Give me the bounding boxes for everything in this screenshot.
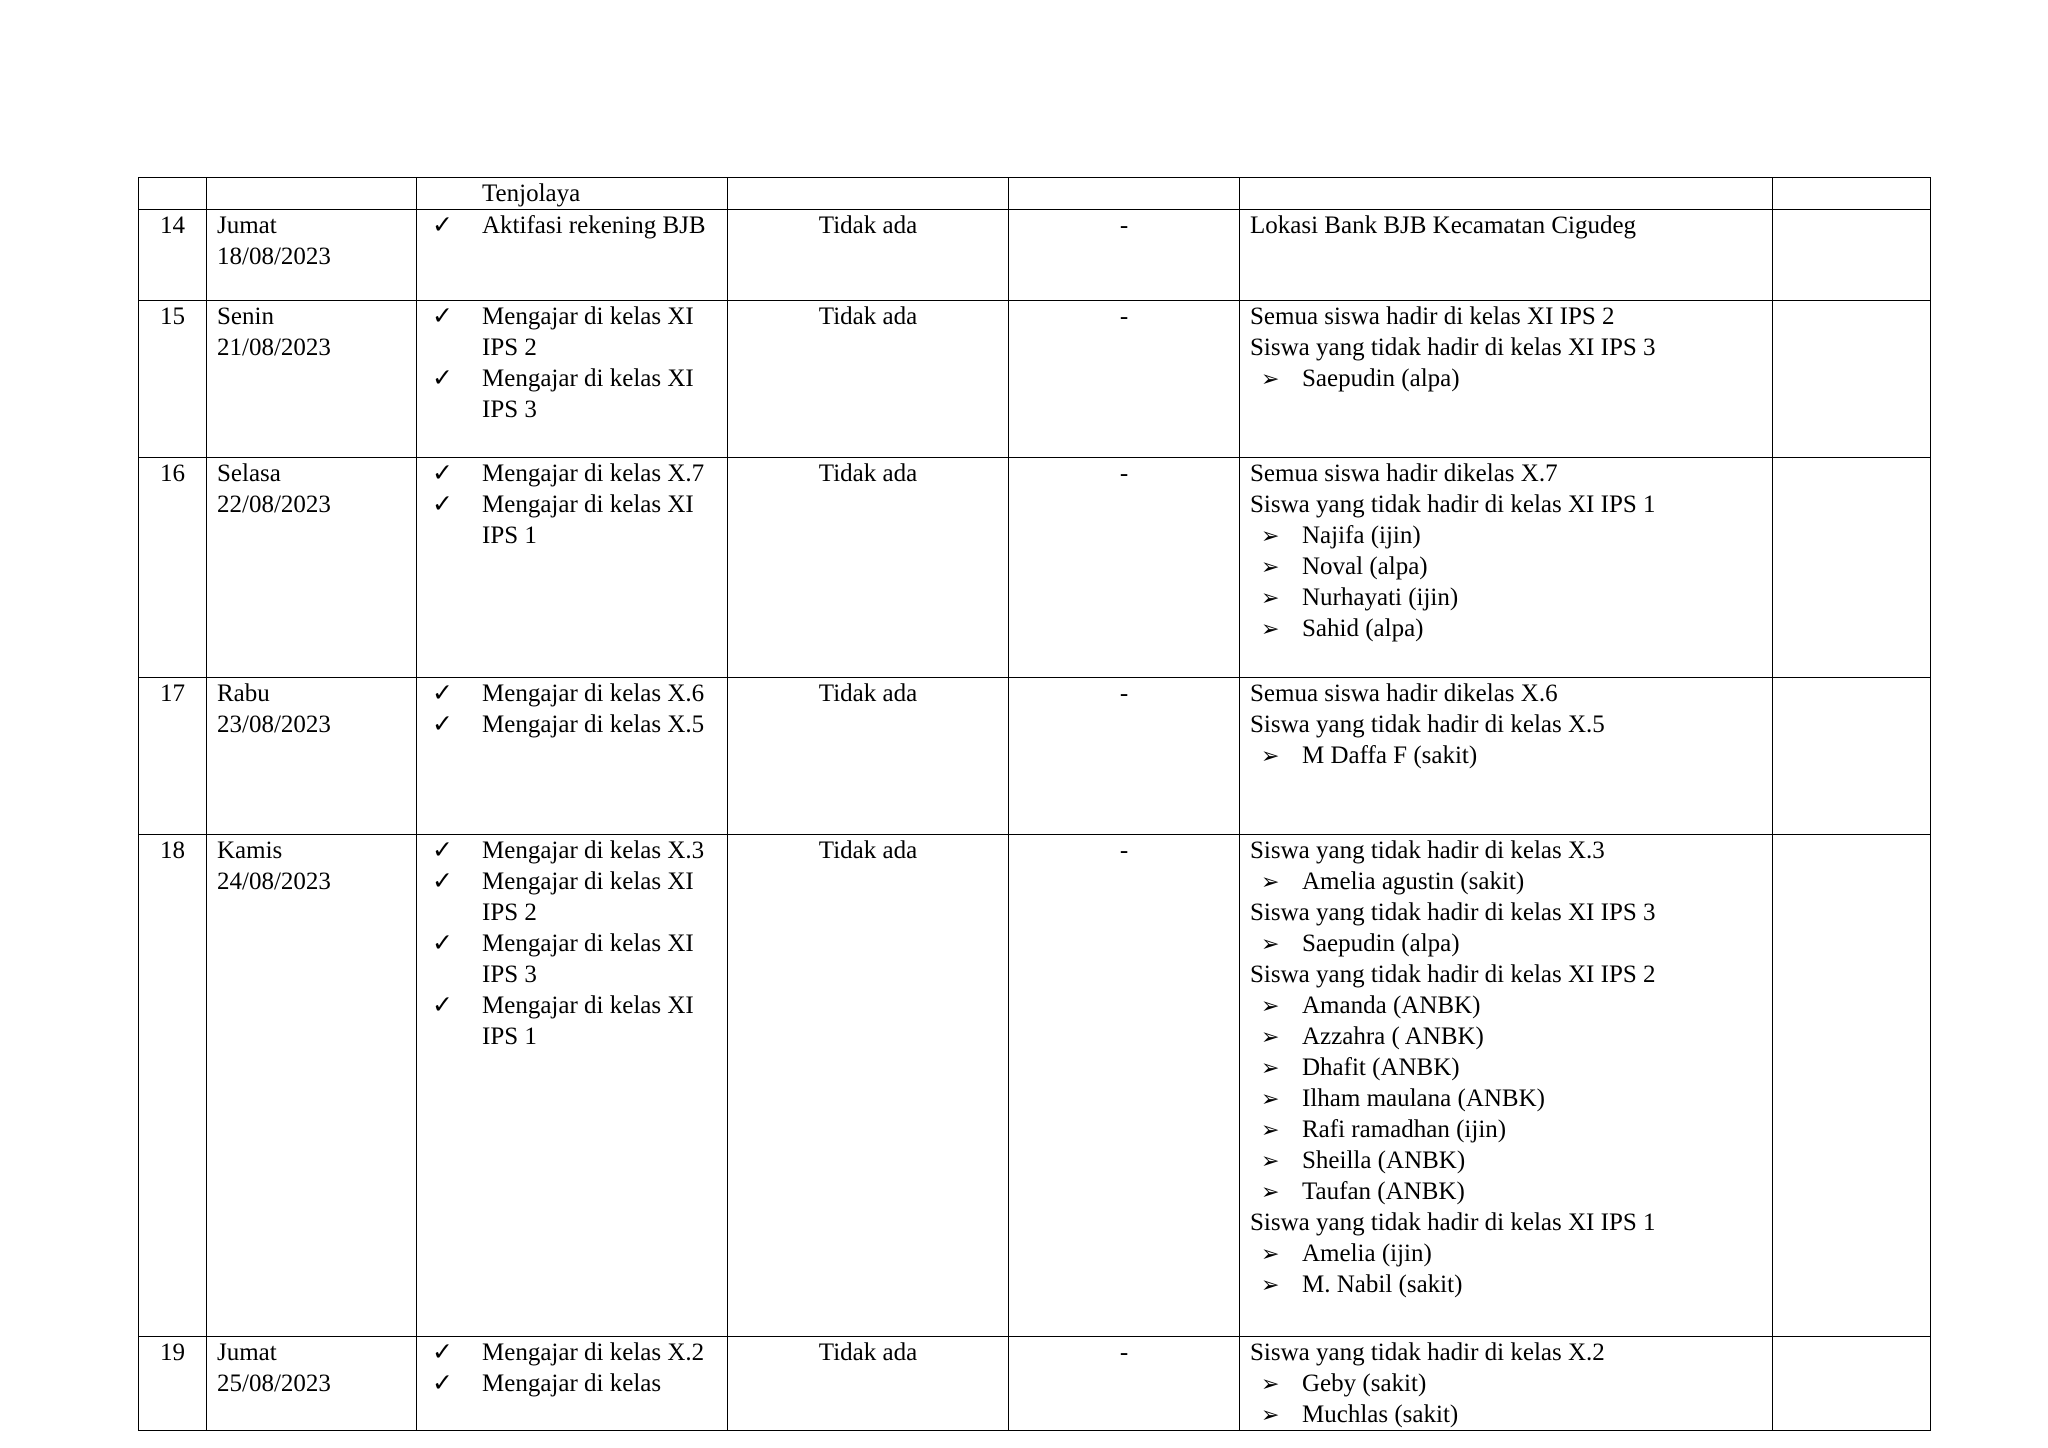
- absent-student-item: [1250, 1083, 1762, 1114]
- cell-activity: [417, 210, 728, 301]
- cell-ket: [1773, 178, 1931, 210]
- note-paragraph: Siswa yang tidak hadir di kelas X.2: [1250, 1339, 1605, 1366]
- absent-student-item: [1250, 1238, 1762, 1269]
- date: 23/08/2023: [217, 711, 331, 738]
- activity-text: Mengajar di kelas: [482, 1370, 662, 1397]
- student-text: Ilham maulana (ANBK): [1302, 1085, 1545, 1112]
- day-name: Selasa: [217, 460, 281, 487]
- activity-list: [427, 678, 717, 740]
- row-number: 19: [139, 1337, 207, 1431]
- cell-ket: [1773, 210, 1931, 301]
- notes-list: [1250, 678, 1762, 771]
- cell-activity: [417, 301, 728, 458]
- cell-solusi: -: [1009, 835, 1240, 1337]
- notes-list: [1250, 1337, 1762, 1430]
- cell-day: [207, 178, 417, 210]
- activity-text: Mengajar di kelas XI IPS 3: [482, 365, 694, 423]
- cell-activity: [417, 1337, 728, 1431]
- arrow-bullet-icon: ➢: [1261, 1371, 1280, 1396]
- row-number: 17: [139, 678, 207, 835]
- cell-hambatan: Tidak ada: [728, 458, 1009, 678]
- student-text: M Daffa F (sakit): [1302, 742, 1478, 769]
- absent-student-item: [1250, 1399, 1762, 1430]
- student-text: Sahid (alpa): [1302, 615, 1424, 642]
- student-text: Saepudin (alpa): [1302, 930, 1460, 957]
- checkmark-icon: ✓: [432, 837, 453, 864]
- table-row: [139, 210, 1931, 301]
- row-number: 15: [139, 301, 207, 458]
- activity-text: Mengajar di kelas X.2: [482, 1339, 705, 1366]
- table-row: [139, 458, 1931, 678]
- absent-student-item: [1250, 990, 1762, 1021]
- cell-day: [207, 1337, 417, 1431]
- cell-activity: [417, 835, 728, 1337]
- note-paragraph: Siswa yang tidak hadir di kelas X.5: [1250, 711, 1605, 738]
- arrow-bullet-icon: ➢: [1261, 366, 1280, 391]
- activity-text: Mengajar di kelas XI IPS 1: [482, 491, 694, 549]
- activity-list: [427, 210, 717, 241]
- arrow-bullet-icon: ➢: [1261, 1241, 1280, 1266]
- cell-hambatan: [728, 178, 1009, 210]
- cell-notes: [1240, 458, 1773, 678]
- date: 25/08/2023: [217, 1370, 331, 1397]
- cell-day: [207, 835, 417, 1337]
- table-row: [139, 1337, 1931, 1431]
- student-text: Amelia agustin (sakit): [1302, 868, 1525, 895]
- activity-text: Mengajar di kelas X.7: [482, 460, 705, 487]
- activity-text: Mengajar di kelas XI IPS 3: [482, 930, 694, 988]
- activity-text: Mengajar di kelas XI IPS 2: [482, 868, 694, 926]
- note-paragraph: Siswa yang tidak hadir di kelas XI IPS 2: [1250, 961, 1656, 988]
- activity-item: [427, 835, 717, 866]
- day-name: Jumat: [217, 1339, 277, 1366]
- activity-text: Mengajar di kelas X.5: [482, 711, 705, 738]
- checkmark-icon: ✓: [432, 1370, 453, 1397]
- date: 24/08/2023: [217, 868, 331, 895]
- student-text: Sheilla (ANBK): [1302, 1147, 1466, 1174]
- activity-text: Aktifasi rekening BJB: [482, 212, 706, 239]
- note-paragraph: Semua siswa hadir dikelas X.7: [1250, 460, 1558, 487]
- cell-hambatan: Tidak ada: [728, 301, 1009, 458]
- activity-text: Mengajar di kelas XI IPS 2: [482, 303, 694, 361]
- absent-student-item: [1250, 1269, 1762, 1300]
- arrow-bullet-icon: ➢: [1261, 1402, 1280, 1427]
- student-text: Geby (sakit): [1302, 1370, 1427, 1397]
- notes-list: [1250, 835, 1762, 1300]
- absent-student-item: [1250, 1176, 1762, 1207]
- student-text: Taufan (ANBK): [1302, 1178, 1465, 1205]
- absent-student-item: [1250, 520, 1762, 551]
- student-text: Saepudin (alpa): [1302, 365, 1460, 392]
- absent-student-item: [1250, 1052, 1762, 1083]
- student-text: Rafi ramadhan (ijin): [1302, 1116, 1507, 1143]
- absent-student-item: [1250, 1368, 1762, 1399]
- cell-solusi: -: [1009, 458, 1240, 678]
- cell-notes: [1240, 210, 1773, 301]
- arrow-bullet-icon: ➢: [1261, 1024, 1280, 1049]
- arrow-bullet-icon: ➢: [1261, 1086, 1280, 1111]
- note-paragraph: Siswa yang tidak hadir di kelas XI IPS 3: [1250, 334, 1656, 361]
- cell-solusi: -: [1009, 301, 1240, 458]
- date: 22/08/2023: [217, 491, 331, 518]
- activity-item: [427, 709, 717, 740]
- notes-list: [1250, 458, 1762, 644]
- activity-item: [427, 990, 717, 1052]
- note-paragraph: Siswa yang tidak hadir di kelas X.3: [1250, 837, 1605, 864]
- student-text: Dhafit (ANBK): [1302, 1054, 1460, 1081]
- notes-list: [1250, 301, 1762, 394]
- cell-activity: [417, 458, 728, 678]
- arrow-bullet-icon: ➢: [1261, 554, 1280, 579]
- cell-day: [207, 458, 417, 678]
- checkmark-icon: ✓: [432, 365, 453, 392]
- row-number: 16: [139, 458, 207, 678]
- note-paragraph: Semua siswa hadir dikelas X.6: [1250, 680, 1558, 707]
- cell-solusi: -: [1009, 210, 1240, 301]
- checkmark-icon: ✓: [432, 680, 453, 707]
- arrow-bullet-icon: ➢: [1261, 1179, 1280, 1204]
- arrow-bullet-icon: ➢: [1261, 1055, 1280, 1080]
- absent-student-item: [1250, 1021, 1762, 1052]
- cell-day: [207, 678, 417, 835]
- activity-item: [427, 866, 717, 928]
- student-text: Muchlas (sakit): [1302, 1401, 1459, 1428]
- student-text: Noval (alpa): [1302, 553, 1428, 580]
- cell-ket: [1773, 678, 1931, 835]
- cell-ket: [1773, 835, 1931, 1337]
- activity-log-table: [138, 177, 1931, 1431]
- absent-student-item: [1250, 582, 1762, 613]
- activity-item: [427, 928, 717, 990]
- arrow-bullet-icon: ➢: [1261, 1117, 1280, 1142]
- activity-item: [427, 678, 717, 709]
- day-name: Kamis: [217, 837, 283, 864]
- absent-student-item: [1250, 551, 1762, 582]
- arrow-bullet-icon: ➢: [1261, 993, 1280, 1018]
- notes-list: [1250, 210, 1762, 241]
- cell-notes: [1240, 678, 1773, 835]
- row-number: 14: [139, 210, 207, 301]
- absent-student-item: [1250, 928, 1762, 959]
- student-text: Azzahra ( ANBK): [1302, 1023, 1484, 1050]
- cell-hambatan: Tidak ada: [728, 678, 1009, 835]
- note-paragraph: Siswa yang tidak hadir di kelas XI IPS 1: [1250, 491, 1656, 518]
- cell-activity: [417, 678, 728, 835]
- activity-list: [427, 458, 717, 551]
- activity-item: [427, 1368, 717, 1399]
- cell-solusi: [1009, 178, 1240, 210]
- absent-student-item: [1250, 1145, 1762, 1176]
- note-paragraph: Semua siswa hadir di kelas XI IPS 2: [1250, 303, 1615, 330]
- student-text: Nurhayati (ijin): [1302, 584, 1459, 611]
- cell-solusi: -: [1009, 678, 1240, 835]
- activity-text: Mengajar di kelas X.6: [482, 680, 705, 707]
- arrow-bullet-icon: ➢: [1261, 1272, 1280, 1297]
- checkmark-icon: ✓: [432, 491, 453, 518]
- activity-list: [427, 1337, 717, 1399]
- cell-no: [139, 178, 207, 210]
- activity-item: [427, 458, 717, 489]
- student-text: Amelia (ijin): [1302, 1240, 1432, 1267]
- checkmark-icon: ✓: [432, 212, 453, 239]
- note-paragraph: Siswa yang tidak hadir di kelas XI IPS 3: [1250, 899, 1656, 926]
- checkmark-icon: ✓: [432, 303, 453, 330]
- student-text: M. Nabil (sakit): [1302, 1271, 1463, 1298]
- day-name: Senin: [217, 303, 274, 330]
- cell-hambatan: Tidak ada: [728, 210, 1009, 301]
- date: 18/08/2023: [217, 243, 331, 270]
- absent-student-item: [1250, 740, 1762, 771]
- table-row: [139, 678, 1931, 835]
- continuation-row: [139, 178, 1931, 210]
- cell-hambatan: Tidak ada: [728, 835, 1009, 1337]
- cell-solusi: -: [1009, 1337, 1240, 1431]
- cell-ket: [1773, 1337, 1931, 1431]
- checkmark-icon: ✓: [432, 868, 453, 895]
- arrow-bullet-icon: ➢: [1261, 1148, 1280, 1173]
- cell-notes: [1240, 1337, 1773, 1431]
- cell-ket: [1773, 458, 1931, 678]
- activity-item: [427, 1337, 717, 1368]
- student-text: Amanda (ANBK): [1302, 992, 1481, 1019]
- checkmark-icon: ✓: [432, 460, 453, 487]
- absent-student-item: [1250, 363, 1762, 394]
- absent-student-item: [1250, 866, 1762, 897]
- cell-notes: [1240, 178, 1773, 210]
- activity-item: [427, 363, 717, 425]
- day-name: Jumat: [217, 212, 277, 239]
- day-name: Rabu: [217, 680, 270, 707]
- arrow-bullet-icon: ➢: [1261, 743, 1280, 768]
- table-row: [139, 301, 1931, 458]
- arrow-bullet-icon: ➢: [1261, 869, 1280, 894]
- student-text: Najifa (ijin): [1302, 522, 1421, 549]
- arrow-bullet-icon: ➢: [1261, 931, 1280, 956]
- activity-list: [427, 301, 717, 425]
- activity-item: [427, 489, 717, 551]
- cell-ket: [1773, 301, 1931, 458]
- date: 21/08/2023: [217, 334, 331, 361]
- cell-activity: [417, 178, 728, 210]
- cell-hambatan: Tidak ada: [728, 1337, 1009, 1431]
- checkmark-icon: ✓: [432, 930, 453, 957]
- cell-notes: [1240, 301, 1773, 458]
- absent-student-item: [1250, 613, 1762, 644]
- checkmark-icon: ✓: [432, 711, 453, 738]
- activity-text: Mengajar di kelas XI IPS 1: [482, 992, 694, 1050]
- activity-list: [427, 835, 717, 1052]
- cell-day: [207, 210, 417, 301]
- activity-text: Mengajar di kelas X.3: [482, 837, 705, 864]
- table-row: [139, 835, 1931, 1337]
- row-number: 18: [139, 835, 207, 1337]
- note-paragraph: Siswa yang tidak hadir di kelas XI IPS 1: [1250, 1209, 1656, 1236]
- arrow-bullet-icon: ➢: [1261, 616, 1280, 641]
- checkmark-icon: ✓: [432, 1339, 453, 1366]
- absent-student-item: [1250, 1114, 1762, 1145]
- cell-day: [207, 301, 417, 458]
- activity-item: [427, 210, 717, 241]
- cell-notes: [1240, 835, 1773, 1337]
- arrow-bullet-icon: ➢: [1261, 585, 1280, 610]
- activity-item: [427, 301, 717, 363]
- note-paragraph: Lokasi Bank BJB Kecamatan Cigudeg: [1250, 212, 1637, 239]
- activity-continuation: Tenjolaya: [482, 180, 581, 207]
- arrow-bullet-icon: ➢: [1261, 523, 1280, 548]
- checkmark-icon: ✓: [432, 992, 453, 1019]
